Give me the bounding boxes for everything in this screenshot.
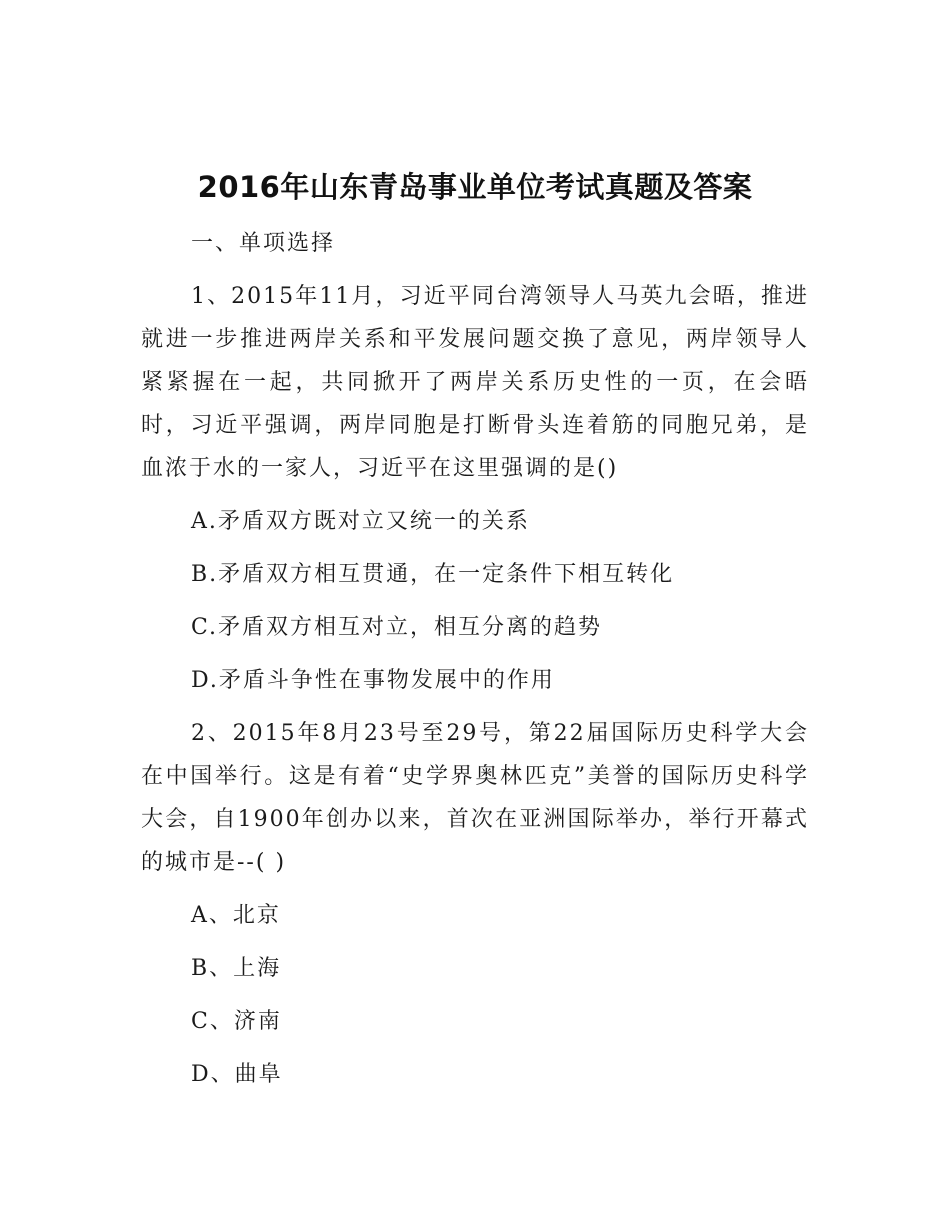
- question-2-text: 2、2015年8月23号至29号，第22届国际历史科学大会在中国举行。这是有着“史学界奥林匹克”美誉的国际历史科学大会，自1900年创办以来，首次在亚洲国际举办，举行开幕式的城市是--( ): [141, 721, 809, 875]
- document-body: [141, 222, 809, 1106]
- section-heading: 一、单项选择: [191, 231, 336, 256]
- question-2-option-a: A、北京: [191, 903, 281, 928]
- question-1-option-c: C.矛盾双方相互对立，相互分离的趋势: [191, 615, 603, 640]
- question-2-option-c: C、济南: [191, 1009, 282, 1034]
- question-2-option-b: B、上海: [191, 956, 282, 981]
- document-title: 2016年山东青岛事业单位考试真题及答案: [197, 170, 753, 204]
- question-1-option-a: A.矛盾双方既对立又统一的关系: [191, 509, 530, 534]
- question-1-text: 1、2015年11月，习近平同台湾领导人马英九会晤，推进就进一步推进两岸关系和平发展问题交换了意见，两岸领导人紧紧握在一起，共同掀开了两岸关系历史性的一页，在会晤时，习近平强调，两岸同胞是打断骨头连着筋的同胞兄弟，是血浓于水的一家人，习近平在这里强调的是(): [141, 284, 809, 481]
- question-1-option-d: D.矛盾斗争性在事物发展中的作用: [191, 668, 555, 693]
- question-2-option-d: D、曲阜: [191, 1062, 283, 1087]
- question-1: [141, 275, 809, 490]
- question-2: [141, 712, 809, 884]
- question-1-option-b: B.矛盾双方相互贯通，在一定条件下相互转化: [191, 562, 675, 587]
